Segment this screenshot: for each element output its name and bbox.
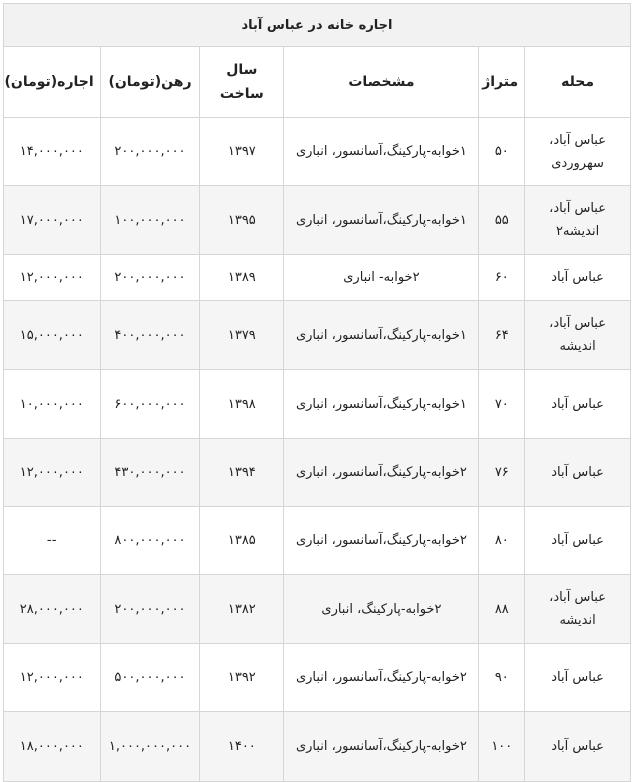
cell-area-text: ۱۰۰ [491,739,513,754]
table-row [4,712,631,782]
cell-area-text: ۸۰ [494,533,509,548]
cell-rent-text: ۱۸,۰۰۰,۰۰۰ [19,739,84,754]
header-neighborhood: محله [525,47,631,118]
cell-neighborhood-text: عباس آباد [551,533,604,548]
cell-area-text: ۶۴ [494,327,509,343]
cell-features [284,186,479,255]
cell-neighborhood-text: عباس آباد [551,396,604,412]
cell-deposit-text: ۴۰۰,۰۰۰,۰۰۰ [114,327,186,343]
cell-features [284,507,479,575]
cell-year-text: ۱۳۹۷ [227,144,256,159]
cell-features [284,118,479,186]
cell-neighborhood [525,186,631,255]
cell-neighborhood-text: عباس آباد [551,739,604,754]
cell-year [200,439,284,507]
cell-area [479,507,525,575]
cell-year-text: ۱۳۷۹ [227,327,256,343]
cell-features-text: ۱خوابه-پارکینگ،آسانسور، انباری [295,144,467,159]
table-row [4,370,631,439]
cell-neighborhood [525,370,631,439]
cell-rent-text: ۱۰,۰۰۰,۰۰۰ [19,396,84,412]
cell-neighborhood [525,507,631,575]
cell-features [284,370,479,439]
cell-neighborhood-text: عباس آباد، اندیشه [549,316,606,354]
cell-neighborhood-text: عباس آباد [551,465,604,480]
cell-area-text: ۵۰ [494,144,509,159]
cell-features [284,575,479,644]
cell-deposit-text: ۱,۰۰۰,۰۰۰,۰۰۰ [108,739,192,754]
header-year: سال ساخت [200,47,284,118]
cell-rent [4,370,101,439]
table-row [4,644,631,712]
cell-neighborhood-text: عباس آباد، اندیشه [549,590,606,628]
cell-deposit [100,186,200,255]
cell-year-text: ۱۳۸۲ [227,601,256,617]
cell-rent [4,575,101,644]
table-caption: اجاره خانه در عباس آباد [4,4,631,47]
cell-neighborhood [525,301,631,370]
cell-area [479,255,525,301]
cell-year-text: ۱۳۸۹ [227,270,256,285]
header-area: متراژ [479,47,525,118]
cell-deposit-text: ۱۰۰,۰۰۰,۰۰۰ [114,212,186,228]
cell-year [200,301,284,370]
cell-neighborhood [525,118,631,186]
cell-area-text: ۵۵ [494,212,509,228]
cell-area-text: ۹۰ [494,670,509,685]
cell-rent [4,255,101,301]
cell-features [284,301,479,370]
rental-table [3,3,631,782]
table-row [4,118,631,186]
cell-deposit-text: ۲۰۰,۰۰۰,۰۰۰ [114,601,186,617]
cell-year [200,507,284,575]
cell-year [200,644,284,712]
table-row [4,301,631,370]
cell-rent-text: ۱۲,۰۰۰,۰۰۰ [19,670,84,685]
cell-year-text: ۱۳۹۴ [227,465,256,480]
cell-deposit-text: ۶۰۰,۰۰۰,۰۰۰ [114,396,186,412]
header-rent: اجاره(تومان) [4,47,101,118]
cell-deposit [100,439,200,507]
cell-area [479,575,525,644]
cell-features [284,255,479,301]
cell-year [200,370,284,439]
cell-rent [4,301,101,370]
cell-rent-text: ۱۷,۰۰۰,۰۰۰ [19,212,84,228]
cell-year-text: ۱۴۰۰ [227,739,256,754]
cell-area [479,118,525,186]
cell-rent-text: ۲۸,۰۰۰,۰۰۰ [19,601,84,617]
cell-features-text: ۲خوابه-پارکینگ، انباری [321,601,442,617]
header-deposit: رهن(تومان) [100,47,200,118]
cell-rent [4,712,101,782]
cell-features-text: ۱خوابه-پارکینگ،آسانسور، انباری [295,212,467,228]
table-body [4,118,631,782]
cell-deposit-text: ۲۰۰,۰۰۰,۰۰۰ [114,270,186,285]
table-row [4,439,631,507]
cell-neighborhood [525,575,631,644]
cell-area [479,644,525,712]
cell-neighborhood-text: عباس آباد، سهروردی [549,132,606,171]
cell-rent-text: ۱۲,۰۰۰,۰۰۰ [19,465,84,480]
rental-table-container [3,3,631,782]
cell-year [200,186,284,255]
cell-neighborhood [525,712,631,782]
cell-year-text: ۱۳۹۸ [227,396,256,412]
table-row [4,255,631,301]
cell-features [284,439,479,507]
cell-rent [4,118,101,186]
cell-neighborhood [525,439,631,507]
cell-year [200,712,284,782]
cell-area [479,712,525,782]
cell-features-text: ۲خوابه-پارکینگ،آسانسور، انباری [295,533,467,548]
cell-year-text: ۱۳۸۵ [227,533,256,548]
cell-area [479,186,525,255]
cell-features [284,712,479,782]
cell-deposit-text: ۸۰۰,۰۰۰,۰۰۰ [114,533,186,548]
cell-neighborhood-text: عباس آباد [551,670,604,685]
cell-area-text: ۶۰ [494,270,509,285]
caption-row [4,4,631,47]
cell-rent-text: -- [46,533,57,548]
cell-neighborhood [525,644,631,712]
cell-area-text: ۸۸ [494,601,509,617]
cell-deposit [100,575,200,644]
cell-area [479,439,525,507]
cell-features-text: ۲خوابه-پارکینگ،آسانسور، انباری [295,465,467,480]
cell-year [200,575,284,644]
cell-neighborhood-text: عباس آباد [551,270,604,285]
cell-features-text: ۱خوابه-پارکینگ،آسانسور، انباری [295,327,467,343]
cell-deposit [100,255,200,301]
cell-rent [4,186,101,255]
cell-area-text: ۷۶ [494,465,509,480]
cell-area [479,370,525,439]
cell-features-text: ۲خوابه- انباری [343,270,420,285]
cell-rent-text: ۱۵,۰۰۰,۰۰۰ [19,327,84,343]
cell-rent-text: ۱۴,۰۰۰,۰۰۰ [19,144,84,159]
cell-deposit-text: ۲۰۰,۰۰۰,۰۰۰ [114,144,186,159]
cell-features-text: ۱خوابه-پارکینگ،آسانسور، انباری [295,396,467,412]
cell-neighborhood [525,255,631,301]
cell-deposit-text: ۴۳۰,۰۰۰,۰۰۰ [114,465,186,480]
header-features: مشخصات [284,47,479,118]
cell-deposit [100,370,200,439]
cell-year [200,255,284,301]
header-row [4,47,631,118]
cell-deposit [100,301,200,370]
cell-year-text: ۱۳۹۲ [227,670,256,685]
cell-rent [4,507,101,575]
table-row [4,575,631,644]
cell-deposit [100,118,200,186]
cell-deposit [100,712,200,782]
cell-deposit-text: ۵۰۰,۰۰۰,۰۰۰ [114,670,186,685]
cell-year [200,118,284,186]
table-row [4,186,631,255]
cell-area-text: ۷۰ [494,396,509,412]
cell-rent [4,439,101,507]
cell-rent [4,644,101,712]
cell-rent-text: ۱۲,۰۰۰,۰۰۰ [19,270,84,285]
cell-year-text: ۱۳۹۵ [227,212,256,228]
cell-deposit [100,644,200,712]
cell-features-text: ۲خوابه-پارکینگ،آسانسور، انباری [295,739,467,754]
cell-area [479,301,525,370]
table-row [4,507,631,575]
cell-features-text: ۲خوابه-پارکینگ،آسانسور، انباری [295,670,467,685]
cell-features [284,644,479,712]
cell-deposit [100,507,200,575]
cell-neighborhood-text: عباس آباد، اندیشه۲ [549,201,606,239]
